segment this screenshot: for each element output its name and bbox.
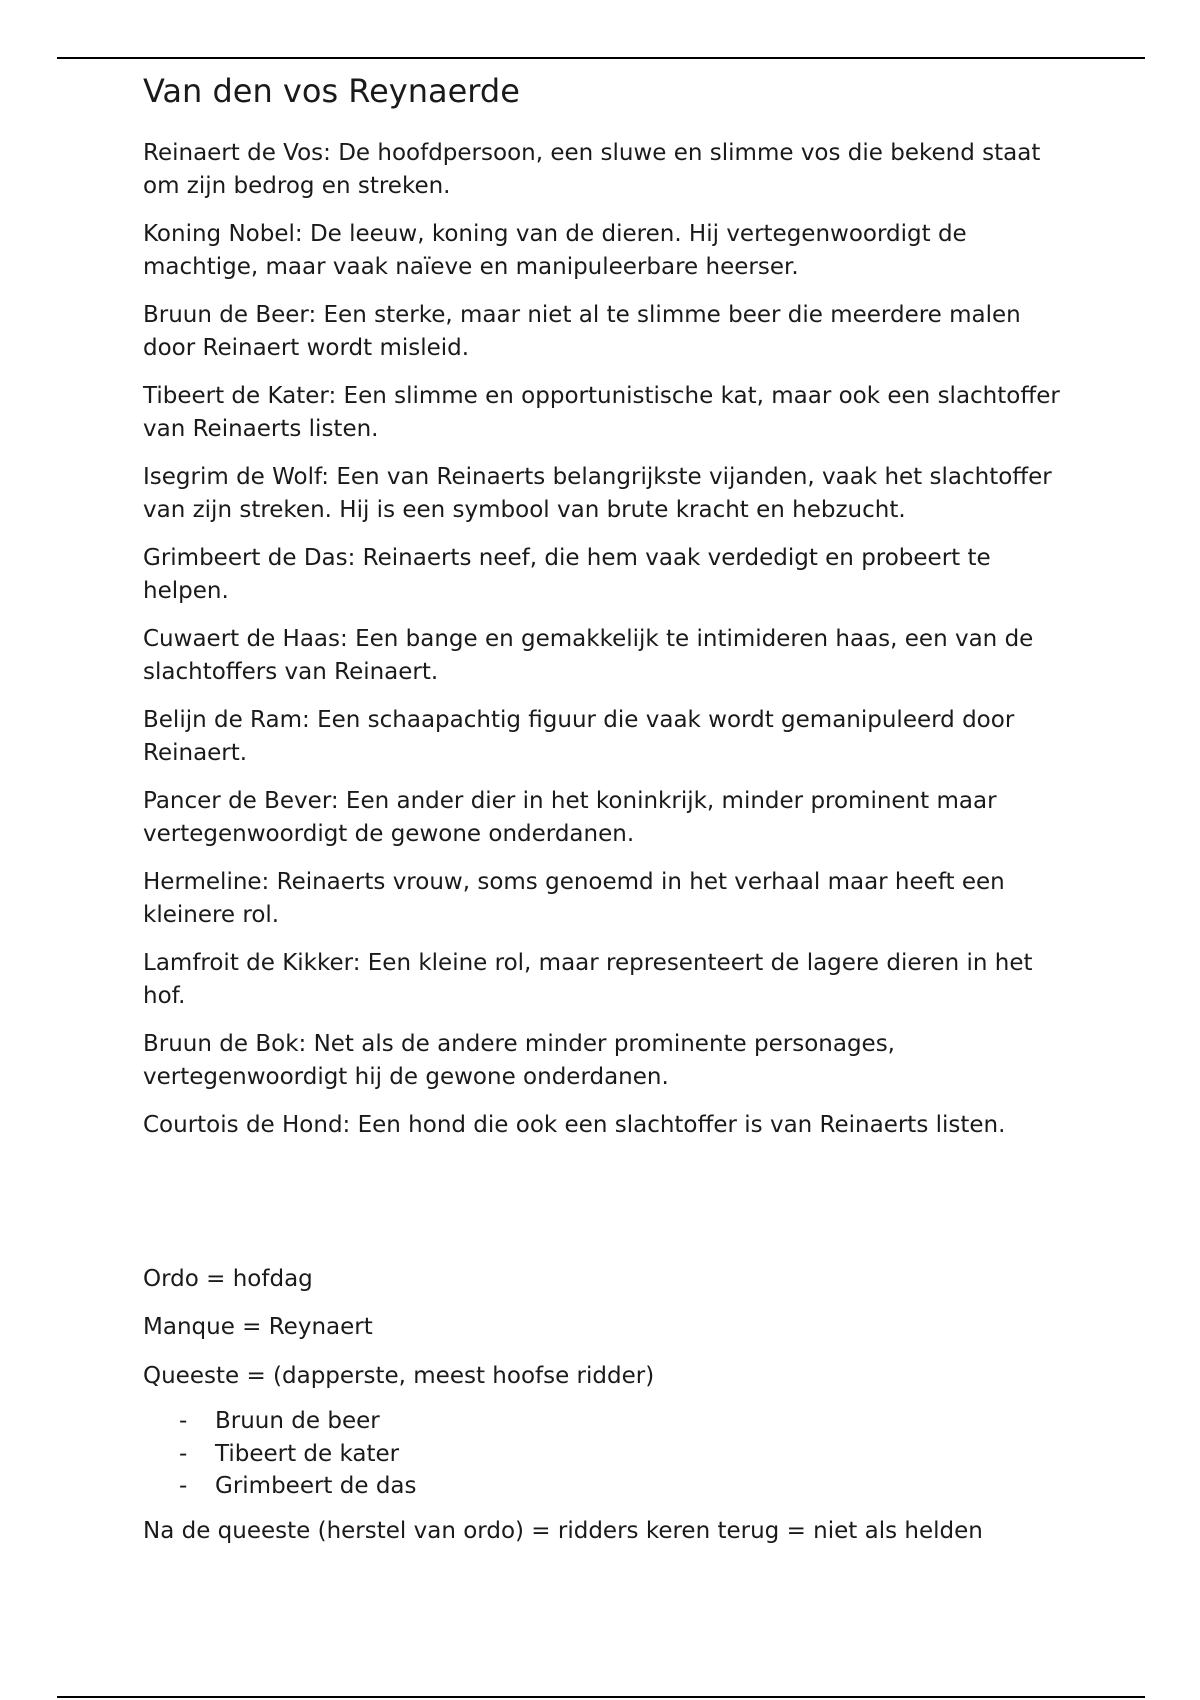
document-title: Van den vos Reynaerde xyxy=(143,72,520,110)
list-item-text: Bruun de beer xyxy=(215,1408,380,1434)
note-ordo: Ordo = hofdag xyxy=(143,1265,313,1292)
character-belijn: Belijn de Ram: Een schaapachtig figuur die vaak wordt gemanipuleerd door Reinaert. xyxy=(143,707,1015,766)
character-cuwaert: Cuwaert de Haas: Een bange en gemakkelijk te intimideren haas, een van de slachtoffers van Reinaert. xyxy=(143,626,1034,685)
character-tibeert: Tibeert de Kater: Een slimme en opportunistische kat, maar ook een slachtoffer van Reinaerts listen. xyxy=(143,383,1060,442)
character-hermeline: Hermeline: Reinaerts vrouw, soms genoemd in het verhaal maar heeft een kleinere rol. xyxy=(143,869,1005,928)
list-item xyxy=(179,1405,1063,1438)
note-queeste: Queeste = (dapperste, meest hoofse ridder) xyxy=(143,1362,655,1389)
character-list xyxy=(143,137,1063,1142)
character-bruun-bok: Bruun de Bok: Net als de andere minder prominente personages, vertegenwoordigt hij de gewone onderdanen. xyxy=(143,1031,895,1090)
dash-bullet: - xyxy=(179,1440,188,1467)
character-lamfroit: Lamfroit de Kikker: Een kleine rol, maar representeert de lagere dieren in het hof. xyxy=(143,950,1033,1009)
list-item-text: Tibeert de kater xyxy=(215,1440,400,1467)
list-item xyxy=(179,1470,1063,1503)
character-grimbeert: Grimbeert de Das: Reinaerts neef, die hem vaak verdedigt en probeert te helpen. xyxy=(143,545,991,604)
queeste-list xyxy=(143,1405,1063,1503)
section-spacer xyxy=(143,1158,1063,1263)
character-bruun-beer: Bruun de Beer: Een sterke, maar niet al te slimme beer die meerdere malen door Reinaert wordt misleid. xyxy=(143,302,1021,361)
dash-bullet: - xyxy=(179,1473,188,1499)
dash-bullet: - xyxy=(179,1408,188,1434)
document-page xyxy=(143,70,1063,1563)
list-item xyxy=(179,1438,1063,1471)
note-manque: Manque = Reynaert xyxy=(143,1314,373,1340)
header-rule xyxy=(57,57,1145,59)
character-reinaert: Reinaert de Vos: De hoofdpersoon, een sluwe en slimme vos die bekend staat om zijn bedrog en streken. xyxy=(143,140,1041,199)
note-after-queeste: Na de queeste (herstel van ordo) = ridders keren terug = niet als helden xyxy=(143,1517,983,1544)
character-isegrim: Isegrim de Wolf: Een van Reinaerts belangrijkste vijanden, vaak het slachtoffer van zijn streken. Hij is een symbool van brute kracht en hebzucht. xyxy=(143,464,1052,523)
footer-rule xyxy=(57,1696,1145,1698)
character-nobel: Koning Nobel: De leeuw, koning van de dieren. Hij vertegenwoordigt de machtige, maar vaak naïeve en manipuleerbare heerser. xyxy=(143,221,967,280)
character-courtois: Courtois de Hond: Een hond die ook een slachtoffer is van Reinaerts listen. xyxy=(143,1112,1006,1138)
list-item-text: Grimbeert de das xyxy=(215,1473,417,1499)
character-pancer: Pancer de Bever: Een ander dier in het koninkrijk, minder prominent maar vertegenwoordigt de gewone onderdanen. xyxy=(143,788,997,847)
structure-notes xyxy=(143,1263,1063,1548)
